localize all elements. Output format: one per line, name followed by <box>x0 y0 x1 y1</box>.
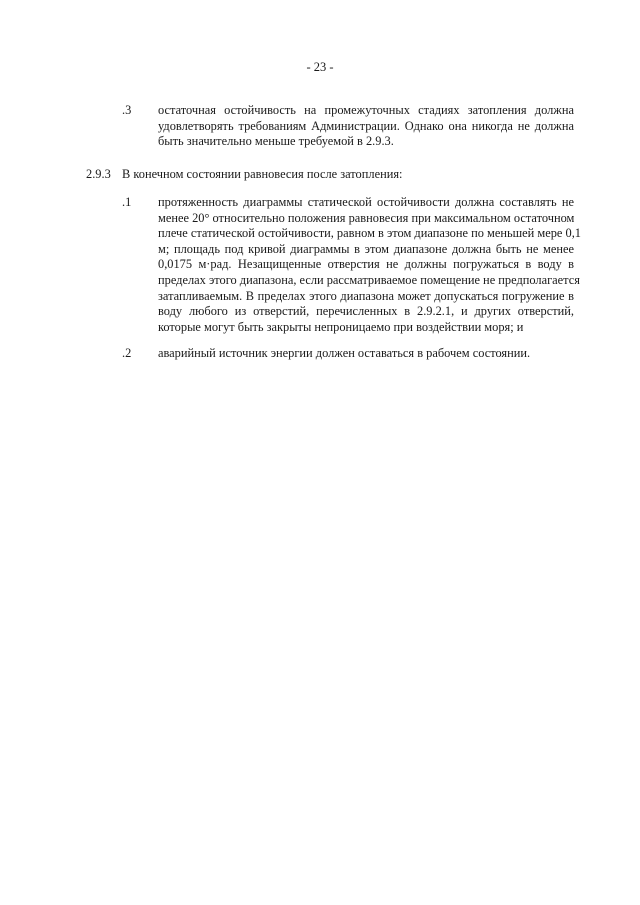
item-2-paragraph <box>158 346 574 362</box>
item-2-number: .2 <box>122 346 132 360</box>
item-3-line-3: быть значительно меньше требуемой в 2.9.3. <box>158 134 394 149</box>
item-1-line-6: пределах этого диапазона, если рассматриваемое помещение не предполагается <box>158 272 580 287</box>
item-1-line-5: 0,0175 м·рад. Незащищенные отверстия не должны погружаться в воду в <box>158 257 574 272</box>
section-2-9-3-number: 2.9.3 <box>86 167 111 181</box>
item-1-number: .1 <box>122 195 132 209</box>
item-1-line-2: менее 20° относительно положения равновесия при максимальном остаточном <box>158 210 575 225</box>
page-number: - 23 - <box>306 60 334 74</box>
item-3-paragraph <box>158 103 574 150</box>
item-1-line-4: м; площадь под кривой диаграммы в этом диапазоне должна быть не менее <box>158 241 574 256</box>
item-1-line-1: протяженность диаграммы статической остойчивости должна составлять не <box>158 195 574 209</box>
item-3-line-1: остаточная остойчивость на промежуточных стадиях затопления должна <box>158 103 574 117</box>
item-1-paragraph <box>158 195 582 335</box>
item-3-line-2: удовлетворять требованиям Администрации. Однако она никогда не должна <box>158 118 574 133</box>
item-2-line-1: аварийный источник энергии должен оставаться в рабочем состоянии. <box>158 346 531 360</box>
item-1-line-7: затапливаемым. В пределах этого диапазона может допускаться погружение в <box>158 288 574 303</box>
item-3-number: .3 <box>122 103 132 117</box>
item-1-line-3: плече статической остойчивости, равном в этом диапазоне по меньшей мере 0,1 <box>158 226 582 241</box>
item-1-line-9: которые могут быть закрыты непроницаемо при воздействии моря; и <box>158 319 524 334</box>
section-2-9-3-heading: В конечном состоянии равновесия после затопления: <box>122 167 403 181</box>
item-1-line-8: воду любого из отверстий, перечисленных в 2.9.2.1, и других отверстий, <box>158 304 574 319</box>
